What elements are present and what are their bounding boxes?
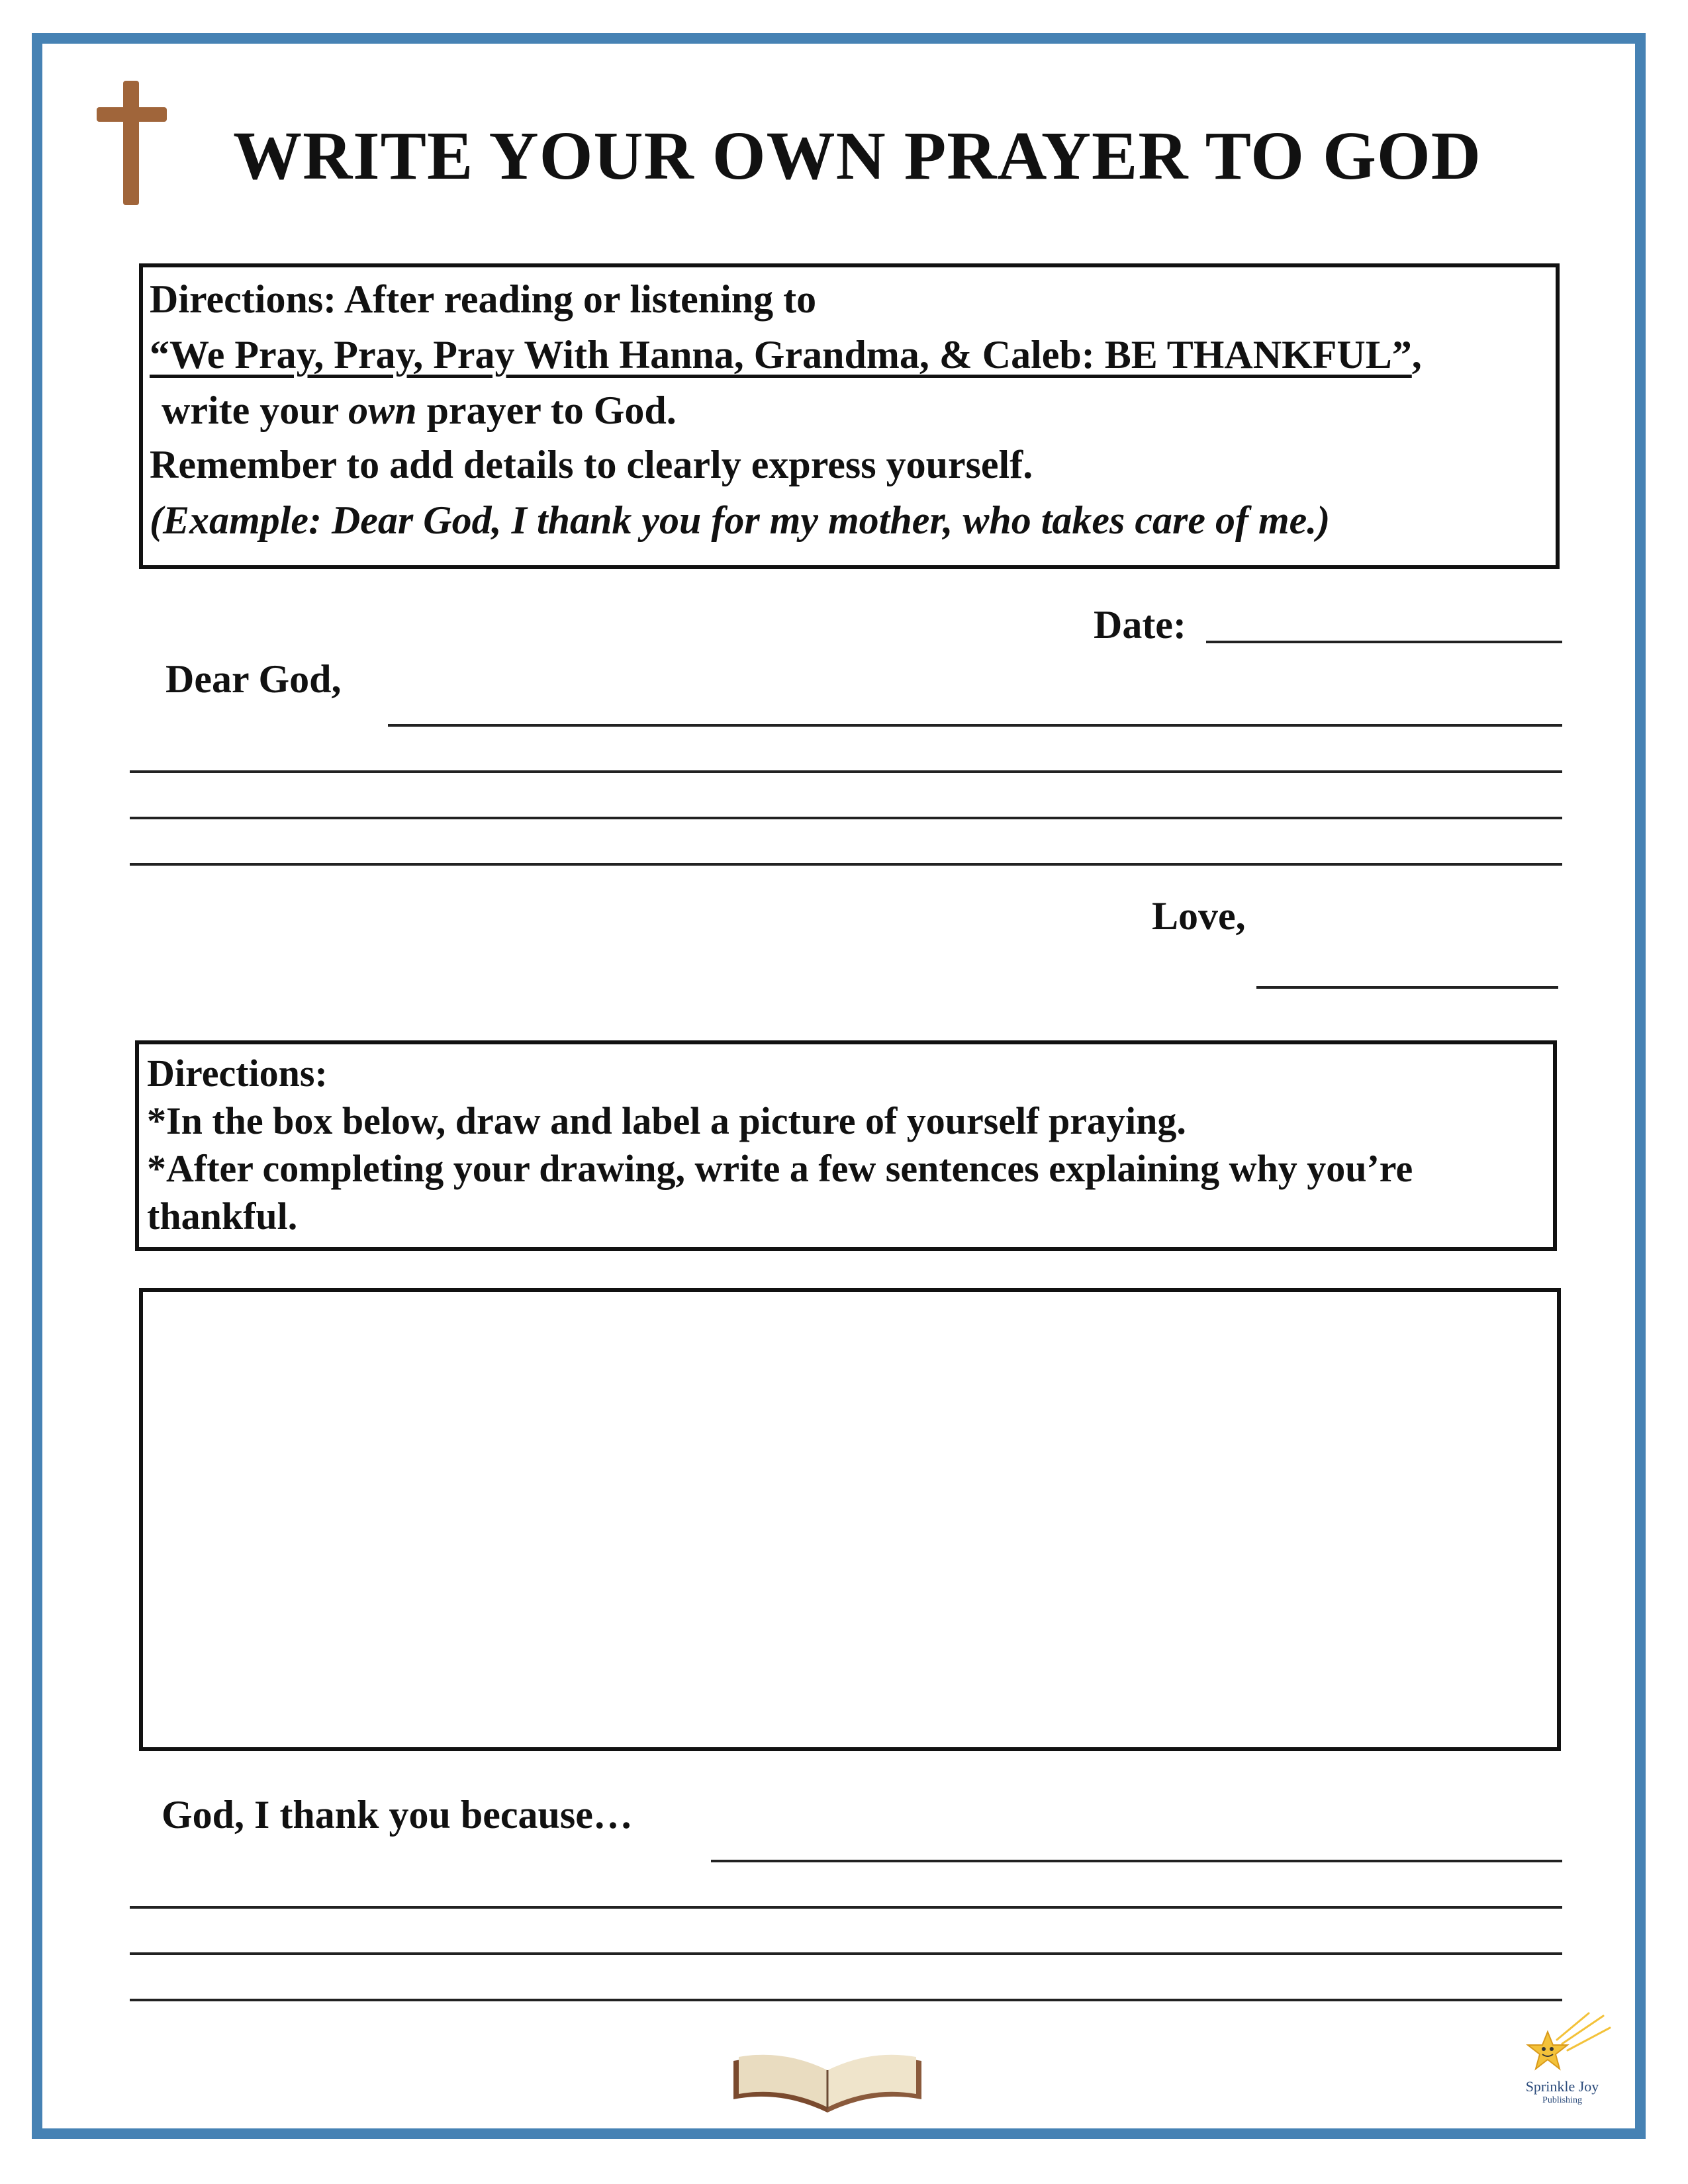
directions-line-4: Remember to add details to clearly express yourself.	[150, 443, 1033, 486]
thanks-prompt: God, I thank you because…	[162, 1793, 633, 1837]
greeting: Dear God,	[165, 657, 342, 701]
writing-line[interactable]	[130, 863, 1562, 866]
directions2-item-2: *After completing your drawing, write a few sentences explaining why you’re	[147, 1147, 1413, 1190]
signature-line[interactable]	[1256, 986, 1558, 989]
book-title-comma: ,	[1411, 333, 1422, 377]
directions-line-1: Directions: After reading or listening to	[150, 277, 817, 321]
directions2-item-2-cont: thankful.	[147, 1195, 298, 1238]
writing-line[interactable]	[130, 1952, 1562, 1955]
book-title: “We Pray, Pray, Pray With Hanna, Grandma, & Caleb: BE THANKFUL”	[150, 333, 1412, 377]
writing-line[interactable]	[711, 1860, 1562, 1862]
page-title: WRITE YOUR OWN PRAYER TO GOD	[233, 118, 1481, 194]
writing-line[interactable]	[130, 1906, 1562, 1909]
line3-suffix: prayer to God.	[416, 388, 677, 432]
directions-line-3	[162, 388, 677, 433]
directions2-heading: Directions:	[147, 1052, 328, 1095]
drawing-box[interactable]	[139, 1288, 1561, 1751]
book-title-line	[150, 332, 1422, 378]
writing-line[interactable]	[388, 724, 1562, 727]
writing-line[interactable]	[130, 770, 1562, 773]
closing: Love,	[1152, 894, 1246, 938]
line3-italic: own	[348, 388, 417, 432]
line3-prefix: write your	[162, 388, 349, 432]
publisher-star-icon	[1516, 2011, 1615, 2083]
directions-example: (Example: Dear God, I thank you for my mother, who takes care of me.)	[150, 498, 1331, 542]
publisher-name: Sprinkle Joy	[1525, 2078, 1599, 2095]
publisher-sub: Publishing	[1542, 2095, 1582, 2105]
date-label: Date:	[1094, 603, 1186, 647]
date-line[interactable]	[1206, 641, 1562, 643]
writing-line[interactable]	[130, 1999, 1562, 2001]
drawing-directions-box	[135, 1040, 1557, 1251]
open-bible-icon	[728, 2048, 927, 2116]
directions2-item-1: *In the box below, draw and label a picture of yourself praying.	[147, 1099, 1186, 1142]
writing-line[interactable]	[130, 817, 1562, 819]
